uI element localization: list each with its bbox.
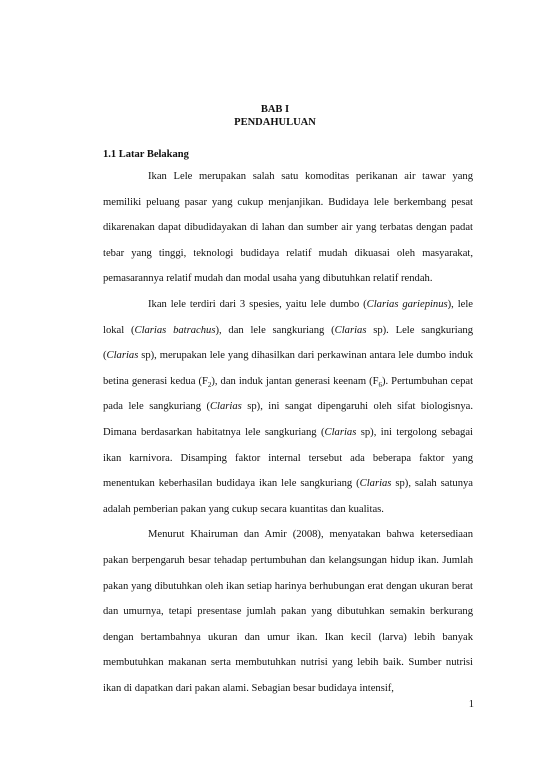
text-run: Menurut Khairuman dan Amir (2008), menyatakan bahwa ketersediaan pakan berpengaruh besar tehadap pertumbuhan dan kelangsungan hidup ikan. Jumlah pakan yang dibutuhkan oleh ikan setiap harinya berhubungan erat dengan ukuran berat dan umurnya, tetapi presentase jumlah pakan yang dibutuhkan semakin berkurang dengan bertambahnya ukuran dan umur ikan. Ikan kecil (larva) lebih banyak membutuhkan makanan serta membutuhkan nutrisi yang lebih baik. Sumber nutrisi ikan di dapatkan dari pakan alami. Sebagian besar budidaya intensif, [103, 529, 473, 694]
italic-text: Clarias [359, 478, 392, 490]
italic-text: Clarias [334, 324, 367, 336]
text-run: sp), salah satunya adalah pemberian pakan yang cukup secara kuantitas dan kualitas. [103, 478, 473, 515]
page-number: 1 [468, 699, 474, 710]
section-heading: 1.1 Latar Belakang [103, 149, 189, 160]
italic-text: Clarias [209, 401, 242, 413]
italic-text: Clarias gariepinus [366, 298, 448, 310]
italic-text: Clarias [324, 426, 357, 438]
text-run: sp), merupakan lele yang dihasilkan dari perkawinan antara lele dumbo induk betina generasi kedua (F [103, 350, 473, 387]
text-run: sp). Lele sangkuriang ( [103, 324, 473, 362]
text-run: ), lele lokal ( [103, 298, 473, 336]
chapter-title: BAB I [260, 104, 290, 115]
text-run: Ikan Lele merupakan salah satu komoditas perikanan air tawar yang memiliki peluang pasar yang cukup menjanjikan. Budidaya lele berkembang pesat dikarenakan dapat dibudidayakan di lahan dan sumber air yang terbatas dengan padat tebar yang tinggi, teknologi budidaya relatif mudah dikuasai oleh masyarakat, pemasarannya relatif mudah dan modal usaha yang dibutuhkan relatif rendah. [103, 171, 473, 285]
subscript-text: 6 [378, 380, 383, 389]
chapter-subtitle: PENDAHULUAN [234, 117, 316, 128]
text-run: sp), ini tergolong sebagai ikan karnivora. Disamping faktor internal tersebut ada beberapa faktor yang menentukan keberhasilan budidaya ikan lele sangkuriang ( [103, 426, 473, 490]
subscript-text: 2 [207, 380, 212, 389]
paragraph [103, 522, 473, 701]
text-run: sp), ini sangat dipengaruhi oleh sifat biologisnya. Dimana berdasarkan habitatnya lele sangkuriang ( [103, 401, 474, 438]
text-run: ), dan induk jantan generasi keenam (F [211, 375, 379, 387]
text-run: ). Pertumbuhan cepat pada lele sangkuriang ( [103, 375, 474, 413]
text-run: ), dan lele sangkuriang ( [215, 324, 335, 336]
italic-text: Clarias [106, 350, 139, 362]
body-text [103, 164, 473, 701]
italic-text: Clarias batrachus [134, 324, 216, 336]
paragraph [103, 292, 473, 522]
text-run: Ikan lele terdiri dari 3 spesies, yaitu lele dumbo ( [148, 298, 367, 310]
paragraph [103, 164, 473, 292]
